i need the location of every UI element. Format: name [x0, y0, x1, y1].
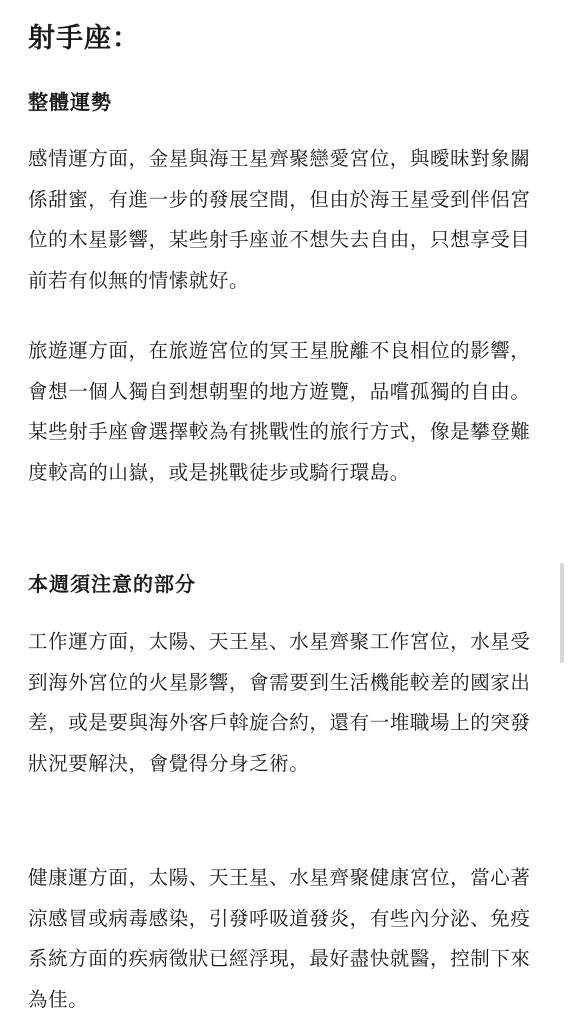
- page-title: 射手座：: [28, 23, 140, 54]
- paragraph-love: 感情運方面，金星與海王星齊聚戀愛宮位，與曖昧對象關係甜蜜，有進一步的發展空間，但由於海王星受到伴侶宮位的木星影響，某些射手座並不想失去自由，只想享受目前若有似無的情愫就好。: [28, 147, 531, 292]
- section-heading-overall: 整體運勢: [28, 90, 112, 114]
- scrollbar[interactable]: [560, 563, 564, 663]
- section-heading-caution: 本週須注意的部分: [28, 572, 196, 596]
- paragraph-work: 工作運方面，太陽、天王星、水星齊聚工作宮位，水星受到海外宮位的火星影響，會需要到生活機能較差的國家出差，或是要與海外客戶斡旋合約，還有一堆職場上的突發狀況要解決，會覺得分身乏術。: [28, 630, 531, 775]
- paragraph-health: 健康運方面，太陽、天王星、水星齊聚健康宮位，當心著涼感冒或病毒感染，引發呼吸道發炎，有些內分泌、免疫系統方面的疾病徵狀已經浮現，最好盡快就醫，控制下來為佳。: [28, 866, 531, 1011]
- paragraph-travel: 旅遊運方面，在旅遊宮位的冥王星脫離不良相位的影響，會想一個人獨自到想朝聖的地方遊覽，品嚐孤獨的自由。某些射手座會選擇較為有挑戰性的旅行方式，像是攀登難度較高的山嶽，或是挑戰徒步或騎行環島。: [28, 339, 531, 484]
